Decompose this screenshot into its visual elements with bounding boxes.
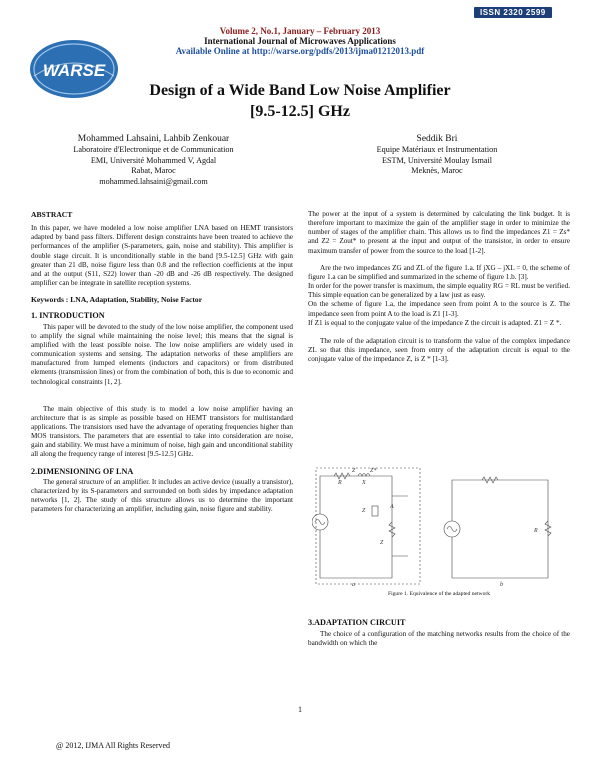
- right-affiliation-line: Equipe Matériaux et Instrumentation: [376, 145, 498, 154]
- paper-title-line1: Design of a Wide Band Low Noise Amplifier: [149, 82, 451, 99]
- copyright: @ 2012, IJMA All Rights Reserved: [56, 741, 171, 750]
- right-paragraph-4: On the scheme of figure 1.a, the impedance seen from point A to the source is Z. The impedance seen from point A to the load is Z1 [1-3].: [308, 300, 570, 318]
- fig-sub-a: a: [352, 582, 355, 588]
- intro-paragraph-1: This paper will be devoted to the study of the low noise amplifier, the component used to amplify the signal while maintaining the noise level; this means that the signal is amplified with the least possible noise. The low noise amplifiers are widely used in communication systems and sensing. The adaptation networks of these amplifiers are manufactured from lumped elements (inductors and capacitors) or from distributed elements (transmission lines) or from the combination of both, this is due to economic and technological constraints [1, 2].: [31, 322, 293, 386]
- fig-label-xg: X: [362, 480, 366, 486]
- left-affiliation-line: EMI, Université Mohammed V, Agdal: [90, 155, 217, 165]
- fig-label-z0: Z: [362, 508, 366, 514]
- issn-badge: ISSN 2320 2599: [474, 7, 552, 18]
- right-paragraph-1: The power at the input of a system is determined by calculating the link budget. It is therefore important to maximize the gain of the amplifier stage in order to minimize the number of stages of the amplifier chain. This allows us to find the impedances Z1 = Zs* and Z2 = Zout* to present at the input and output of the transistor, in order to ensure maximum transfer of power from the source to the load [1-2].: [308, 210, 570, 255]
- right-paragraph-6: The role of the adaptation circuit is to transform the value of the complex impedance ZL so that this impedance, seen from entry of the adaptation circuit is equal to the conjugate value of the impedance Z, is Z * [1-3].: [308, 336, 570, 364]
- abstract-text: In this paper, we have modeled a low noise amplifier LNA based on HEMT transistors adapted by band pass filters. Different design constraints have been treated to achieve the performances of the amplifier (S-parameters, gain, noise and stability). This amplifier is double stage circuit. It is unconditionally stable in the band [9.5-12.5] GHz with gain greater than 21 dB, noise figure less than 0.8 and the reflection coefficients at the input and at the output (S11, S22) lower than -20 dB and -26 dB respectively. The designed amplifier can be integrate in satellite reception systems.: [31, 224, 293, 288]
- figure-1-circuit: [312, 466, 554, 588]
- circuit-left: [312, 468, 420, 584]
- keywords: Keywords : LNA, Adaptation, Stability, Noise Factor: [31, 295, 203, 305]
- intro-heading: 1. INTRODUCTION: [31, 311, 105, 321]
- right-column: [308, 210, 570, 364]
- left-author-names: Mohammed Lahsaini, Lahbib Zenkouar: [77, 134, 230, 144]
- left-column: [31, 210, 293, 514]
- adaptation-section: [308, 618, 570, 648]
- right-affiliation-line: ESTM, Université Moulay Ismail: [381, 155, 493, 165]
- right-paragraph-3: In order for the power transfer is maximum, the simple equality RG = RL must be verified. This simple equation can be generalized by a law just as easy.: [308, 282, 570, 300]
- available-link[interactable]: Available Online at http://warse.org/pdfs/2013/ijma01212013.pdf: [175, 46, 425, 56]
- page-number: 1: [298, 705, 302, 714]
- left-affiliation-line: Rabat, Maroc: [131, 166, 176, 176]
- fig-label-a: A: [390, 504, 394, 510]
- fig-label-zl: Z: [380, 540, 384, 546]
- logo-text: WARSE: [42, 61, 106, 80]
- volume-line: Volume 2, No.1, January – February 2013: [219, 26, 381, 36]
- fig-label-zstar: Z*: [370, 468, 377, 474]
- right-paragraph-5: If Z1 is equal to the conjugate value of the impedance Z the circuit is adapted. Z1 = Z *.: [308, 318, 562, 327]
- fig-label-z: Z: [352, 468, 356, 474]
- left-author-email[interactable]: mohammed.lahsaini@gmail.com: [99, 176, 208, 186]
- dimensioning-heading: 2.DIMENSIONING OF LNA: [31, 466, 134, 476]
- abstract-heading: ABSTRACT: [31, 210, 73, 219]
- fig-label-rl: R: [534, 528, 538, 534]
- right-author-block: [322, 133, 552, 177]
- dimensioning-paragraph: The general structure of an amplifier. It includes an active device (usually a transistor), characterized by its S-parameters and surrounded on both sides by impedance adaptation networks [1, 2]. The study of this structure allows us to determine the important parameters for characterizing an amplifier, including gain, noise figure and stability.: [31, 477, 293, 514]
- paper-title-line2: [9.5-12.5] GHz: [250, 103, 350, 120]
- fig-label-rg: R: [338, 480, 342, 486]
- fig-sub-b: b: [500, 582, 503, 588]
- adaptation-paragraph: The choice of a configuration of the matching networks results from the choice of the bandwidth on which the: [308, 630, 570, 648]
- adaptation-heading: 3.ADAPTATION CIRCUIT: [308, 618, 406, 627]
- journal-name: International Journal of Microwaves Applications: [204, 36, 396, 46]
- right-paragraph-2: Are the two impedances ZG and ZL of the figure 1.a. If jXG – jXL = 0, the scheme of figure 1.a can be simplified and summarized in the scheme of figure 1.b. [3].: [308, 263, 570, 281]
- left-affiliation-line: Laboratoire d'Electronique et de Communication: [73, 145, 234, 154]
- intro-paragraph-2: The main objective of this study is to model a low noise amplifier having an architecture that is as simple as possible based on HEMT transistors for multistandard applications. The transistors used have the advantage of operating frequencies higher than MOS transistors. The parameters that are essential to take into consideration are noise, gain and stability. We must have a minimum of noise, high gain and unconditional stability all along the frequency range of interest [9.5-12.5] GHz.: [31, 404, 293, 459]
- right-author-names: Seddik Bri: [416, 134, 458, 144]
- figure-caption: Figure 1. Equivalence of the adapted network: [387, 591, 491, 597]
- right-affiliation-line: Meknès, Maroc: [411, 166, 463, 176]
- left-author-block: [36, 133, 271, 187]
